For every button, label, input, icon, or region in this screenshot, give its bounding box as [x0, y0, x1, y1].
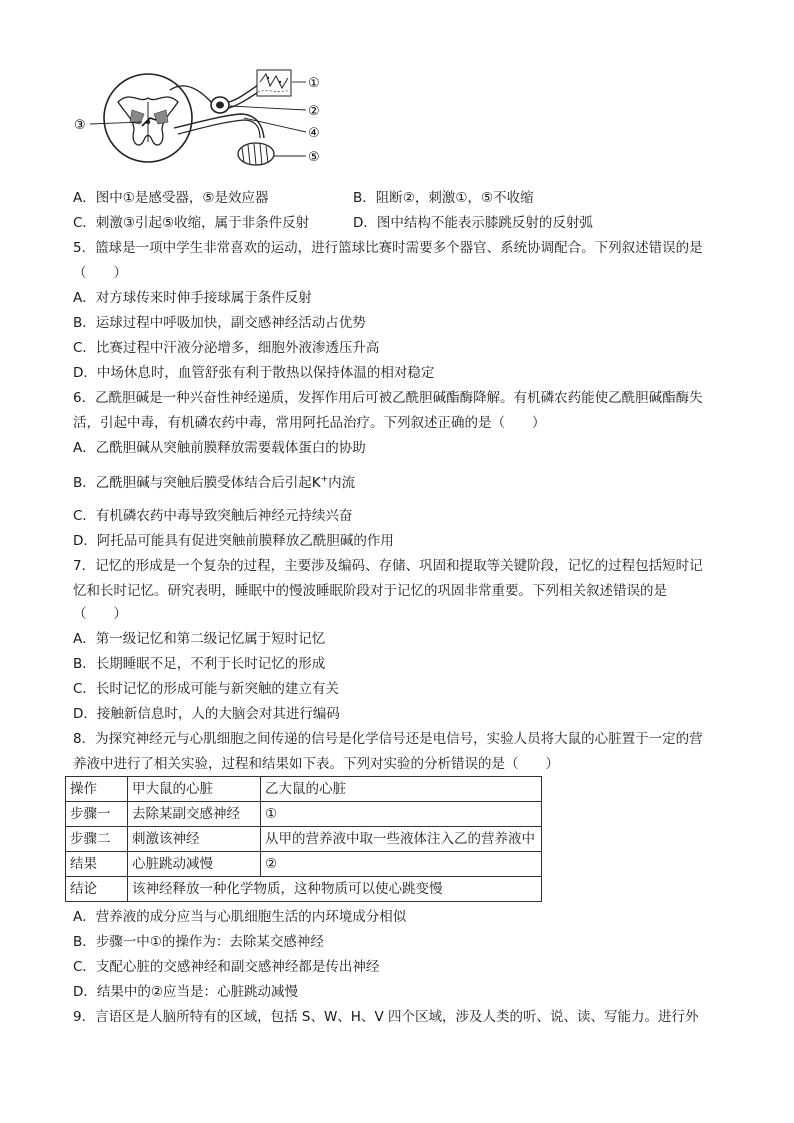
q8-option-d: D．结果中的②应当是：心脏跳动减慢 [73, 984, 298, 1000]
q7-stem-line2: 忆和长时记忆。研究表明，睡眠中的慢波睡眠阶段对于记忆的巩固非常重要。下列相关叙述错误的是 [73, 583, 667, 599]
q5-option-b: B．运球过程中呼吸加快，副交感神经活动占优势 [73, 315, 366, 331]
receptor-icon [257, 70, 291, 96]
q4-option-b: B．阻断②，刺激①，⑤不收缩 [353, 190, 534, 206]
q6-option-d: D．阿托品可能具有促进突触前膜释放乙酰胆碱的作用 [73, 533, 394, 549]
label-5: ⑤ [308, 150, 320, 165]
label-2: ② [308, 104, 320, 119]
table-cell: 乙大鼠的心脏 [261, 777, 542, 802]
q7-option-d: D．接触新信息时，人的大脑会对其进行编码 [73, 706, 340, 722]
table-cell: 甲大鼠的心脏 [128, 777, 261, 802]
q6-option-c: C．有机磷农药中毒导致突触后神经元持续兴奋 [73, 508, 353, 524]
table-cell: ① [261, 802, 542, 827]
table-cell: ② [261, 852, 542, 877]
table-cell: 该神经释放一种化学物质，这种物质可以使心跳变慢 [128, 877, 542, 902]
q9-stem: 9．言语区是人脑所特有的区域，包括 S、W、H、V 四个区域，涉及人类的听、说、读、写能力。进行外 [73, 1009, 699, 1025]
q8-experiment-table [65, 776, 542, 902]
q5-option-c: C．比赛过程中汗液分泌增多，细胞外液渗透压升高 [73, 340, 380, 356]
q5-stem: 5．篮球是一项中学生非常喜欢的运动，进行篮球比赛时需要多个器官、系统协调配合。下列叙述错误的是 [73, 240, 703, 256]
q5-option-d: D．中场休息时，血管舒张有利于散热以保持体温的相对稳定 [73, 365, 435, 381]
label-4: ④ [308, 126, 320, 141]
table-row [66, 877, 542, 902]
q5-stem-blank: （ ） [73, 265, 127, 281]
spinal-cord-icon [104, 74, 192, 162]
effector-muscle-icon [238, 143, 274, 165]
ganglion-icon [211, 97, 229, 113]
q4-option-a: A．图中①是感受器，⑤是效应器 [73, 190, 269, 206]
q8-option-b: B．步骤一中①的操作为：去除某交感神经 [73, 934, 324, 950]
q7-option-c: C．长时记忆的形成可能与新突触的建立有关 [73, 681, 339, 697]
q5-option-a: A．对方球传来时伸手接球属于条件反射 [73, 290, 312, 306]
table-cell: 刺激该神经 [128, 827, 261, 852]
q4-option-d: D．图中结构不能表示膝跳反射的反射弧 [353, 215, 593, 231]
label-3: ③ [74, 118, 86, 133]
table-row [66, 827, 542, 852]
table-row [66, 777, 542, 802]
q8-option-c: C．支配心脏的交感神经和副交感神经都是传出神经 [73, 959, 380, 975]
q7-stem-blank: （ ） [73, 606, 127, 622]
q6-option-a: A．乙酰胆碱从突触前膜释放需要载体蛋白的协助 [73, 440, 366, 456]
table-row [66, 802, 542, 827]
table-cell: 结果 [66, 852, 128, 877]
label-1: ① [308, 76, 320, 91]
table-cell: 从甲的营养液中取一些液体注入乙的营养液中 [261, 827, 542, 852]
q4-option-c: C．刺激③引起⑤收缩，属于非条件反射 [73, 215, 310, 231]
table-cell: 步骤二 [66, 827, 128, 852]
table-cell: 步骤一 [66, 802, 128, 827]
q8-stem-line2: 养液中进行了相关实验，过程和结果如下表。下列对实验的分析错误的是（ ） [73, 756, 559, 772]
q7-stem: 7．记忆的形成是一个复杂的过程，主要涉及编码、存储、巩固和提取等关键阶段，记忆的过程包括短时记 [73, 558, 703, 574]
q8-stem: 8．为探究神经元与心肌细胞之间传递的信号是化学信号还是电信号，实验人员将大鼠的心脏置于一定的营 [73, 731, 703, 747]
q7-option-a: A．第一级记忆和第二级记忆属于短时记忆 [73, 631, 326, 647]
q6-option-b: B．乙酰胆碱与突触后膜受体结合后引起K+内流 [73, 474, 356, 491]
table-cell: 去除某副交感神经 [128, 802, 261, 827]
q6-stem: 6．乙酰胆碱是一种兴奋性神经递质，发挥作用后可被乙酰胆碱酯酶降解。有机磷农药能使乙酰胆碱酯酶失 [73, 390, 703, 406]
table-row [66, 852, 542, 877]
q6-stem-line2: 活，引起中毒，有机磷农药中毒，常用阿托品治疗。下列叙述正确的是（ ） [73, 415, 546, 431]
q8-option-a: A．营养液的成分应当与心肌细胞生活的内环境成分相似 [73, 909, 407, 925]
table-cell: 心脏跳动减慢 [128, 852, 261, 877]
q7-option-b: B．长期睡眠不足，不利于长时记忆的形成 [73, 656, 326, 672]
table-cell: 操作 [66, 777, 128, 802]
table-cell: 结论 [66, 877, 128, 902]
reflex-arc-diagram [70, 62, 330, 180]
